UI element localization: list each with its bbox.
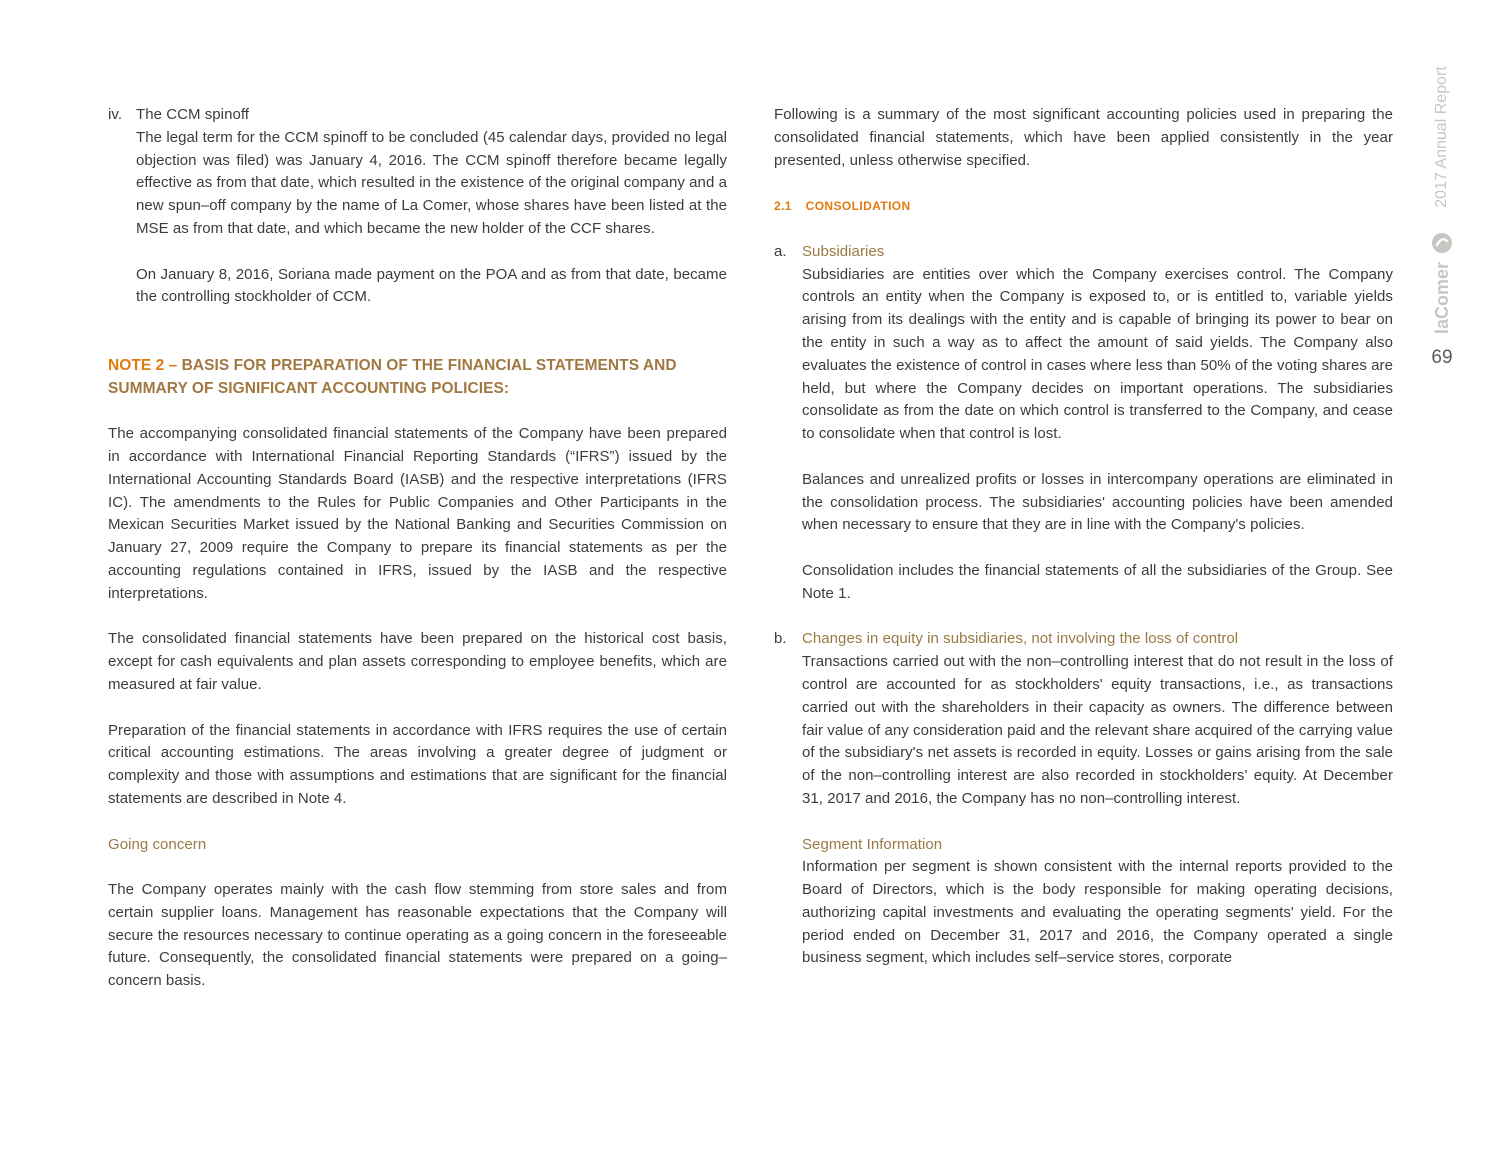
subsidiaries-paragraph-1: Subsidiaries are entities over which the Company exercises control. The Company controls an entity when the Company is exposed to, or is entitled to, variable yields arising from its dealings with the entity and is capable of bringing its power to bear on the entity in such a way as to affect the amount of said yields. The Company also evaluates the existence of control in cases where less than 50% of the voting shares are held, but where the Company decides on important operations. The subsidiaries consolidate as from the date on which control is transferred to the Company, and cease to consolidate when that control is lost.: [802, 265, 1393, 443]
la-comer-logo: [1431, 232, 1453, 336]
note-2-title: BASIS FOR PREPARATION OF THE FINANCIAL STATEMENTS AND SUMMARY OF SIGNIFICANT ACCOUNTING POLICIES:: [108, 356, 677, 397]
subsidiaries-paragraph-2: Balances and unrealized profits or losses in intercompany operations are eliminated in the consolidation process. The subsidiaries' accounting policies have been amended when necessary to ensure that they are in line with the Company's policies.: [802, 470, 1393, 534]
historical-cost-paragraph: The consolidated financial statements have been prepared on the historical cost basis, except for cash equivalents and plan assets corresponding to employee benefits, which are measured at fair value.: [108, 630, 727, 693]
right-column: [774, 104, 1393, 970]
subsidiaries-marker: a.: [774, 242, 787, 260]
spinoff-item: [108, 104, 727, 309]
spinoff-heading: The CCM spinoff: [136, 106, 250, 123]
section-2-1-heading: [774, 195, 1393, 218]
page-sidebar: 2017 Annual Report laComer 69: [1418, 60, 1466, 380]
section-2-1-number: 2.1: [774, 199, 792, 214]
segment-information-heading: Segment Information: [802, 835, 943, 853]
equity-changes-item: [774, 628, 1393, 970]
logo-wordmark: laComer: [1432, 261, 1452, 334]
ifrs-paragraph: The accompanying consolidated financial statements of the Company have been prepared in accordance with International Financial Reporting Standards (“IFRS”) issued by the International Accounting Standards Board (IASB) and the respective interpretations (IFRS IC). The amendments to the Rules for Public Companies and Other Participants in the Mexican Securities Market issued by the National Banking and Securities Commission on January 27, 2009 require the Company to prepare its financial statements as per the accounting regulations contained in IFRS, issued by the IASB and the respective interpretations.: [108, 425, 727, 602]
spinoff-paragraph-1: The legal term for the CCM spinoff to be concluded (45 calendar days, provided no legal objection was filed) was January 4, 2016. The CCM spinoff therefore became legally effective as from that date, which resulted in the existence of the original company and a new spun–off company by the name of La Comer, whose shares have been listed at the MSE as from that date, and which became the new holder of the CCF shares.: [136, 128, 727, 237]
note-2-number: NOTE 2 –: [108, 356, 178, 374]
going-concern-paragraph: The Company operates mainly with the cash flow stemming from store sales and from certain supplier loans. Management has reasonable expectations that the Company will secure the resources necessary to continue operating as a going concern in the foreseeable future. Consequently, the consolidated financial statements were prepared on a going–concern basis.: [108, 881, 727, 990]
estimates-paragraph: Preparation of the financial statements in accordance with IFRS requires the use of certain critical accounting estimations. The areas involving a greater degree of judgment or complexity and those with assumptions and estimations that are significant for the financial statements are described in Note 4.: [108, 721, 727, 807]
equity-changes-paragraph: Transactions carried out with the non–controlling interest that do not result in the loss of control are accounted for as stockholders' equity transactions, i.e., as transactions carried out with the shareholders in their capacity as owners. The difference between fair value of any consideration paid and the relevant share acquired of the carrying value of the subsidiary's net assets is recorded in equity. Losses or gains arising from the sale of the non–controlling interest are also recorded in stockholders' equity. At December 31, 2017 and 2016, the Company has no non–controlling interest.: [802, 653, 1393, 807]
subsidiaries-heading: Subsidiaries: [802, 242, 885, 260]
equity-changes-heading: Changes in equity in subsidiaries, not involving the loss of control: [802, 630, 1239, 648]
equity-changes-marker: b.: [774, 630, 787, 648]
subsidiaries-paragraph-3: Consolidation includes the financial statements of all the subsidiaries of the Group. See Note 1.: [802, 561, 1393, 602]
page-number: 69: [1431, 347, 1453, 368]
spinoff-paragraph-2: On January 8, 2016, Soriana made payment on the POA and as from that date, became the controlling stockholder of CCM.: [136, 265, 727, 306]
going-concern-heading: Going concern: [108, 835, 207, 853]
policies-intro-paragraph: Following is a summary of the most significant accounting policies used in preparing the consolidated financial statements, which have been applied consistently in the year presented, unless otherwise specified.: [774, 106, 1393, 169]
section-2-1-title: CONSOLIDATION: [805, 199, 911, 214]
segment-information-paragraph: Information per segment is shown consistent with the internal reports provided to the Board of Directors, which is the body responsible for making operating decisions, authorizing capital investments and evaluating the operating segments' yield. For the period ended on December 31, 2017 and 2016, the Company operated a single business segment, which includes self–service stores, corporate: [802, 858, 1393, 967]
subsidiaries-item: [774, 241, 1393, 606]
spinoff-marker: iv.: [108, 106, 123, 123]
left-column: [108, 104, 727, 993]
note-2-heading: [108, 355, 727, 401]
